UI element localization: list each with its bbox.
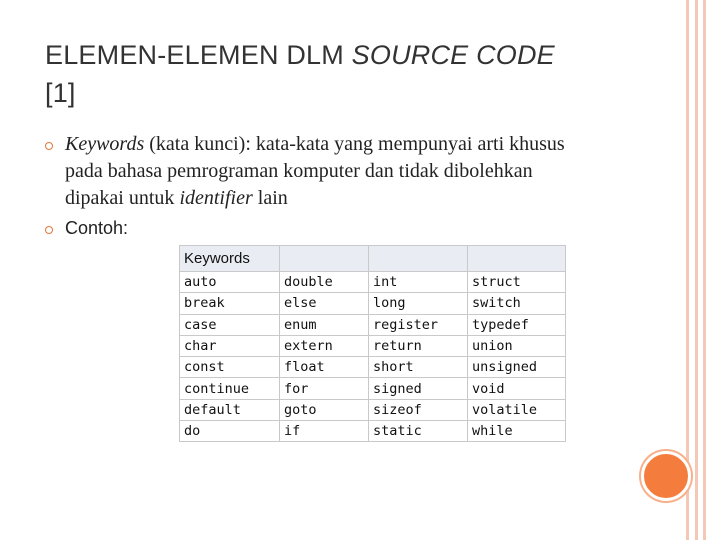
- slide-title: [45, 36, 645, 112]
- bullet-circle-icon: [45, 142, 53, 150]
- table-cell: case: [180, 314, 280, 335]
- table-cell: for: [280, 378, 369, 399]
- table-cell: extern: [280, 335, 369, 356]
- table-cell: register: [369, 314, 468, 335]
- table-cell: default: [180, 399, 280, 420]
- table-cell: float: [280, 357, 369, 378]
- bullet-keywords: [65, 131, 585, 212]
- table-cell: else: [280, 293, 369, 314]
- table-cell: static: [369, 421, 468, 442]
- table-header-row: [180, 246, 566, 272]
- table-cell: while: [468, 421, 566, 442]
- table-cell: return: [369, 335, 468, 356]
- table-cell: goto: [280, 399, 369, 420]
- table-cell: sizeof: [369, 399, 468, 420]
- table-header-empty: [468, 246, 566, 272]
- table-header-empty: [369, 246, 468, 272]
- table-row: [180, 293, 566, 314]
- table-cell: char: [180, 335, 280, 356]
- table-cell: void: [468, 378, 566, 399]
- bullet-text-end: lain: [252, 187, 288, 209]
- decor-circle: [641, 451, 691, 501]
- table-cell: do: [180, 421, 280, 442]
- title-text: ELEMEN-ELEMEN DLM: [45, 40, 352, 70]
- bullet-term-paren: (kata kunci): [144, 133, 246, 155]
- table-row: [180, 357, 566, 378]
- table-row: [180, 378, 566, 399]
- table-cell: if: [280, 421, 369, 442]
- decor-line-1: [686, 0, 689, 540]
- table-cell: union: [468, 335, 566, 356]
- bullet-circle-icon: [45, 226, 53, 234]
- table-cell: volatile: [468, 399, 566, 420]
- title-ref: [1]: [45, 78, 76, 108]
- table-header-empty: [280, 246, 369, 272]
- table-cell: double: [280, 272, 369, 293]
- title-italic: SOURCE CODE: [351, 40, 555, 70]
- table-cell: int: [369, 272, 468, 293]
- bullet-italic-word: identifier: [179, 187, 253, 209]
- table-cell: signed: [369, 378, 468, 399]
- bullet-term: Keywords: [65, 133, 145, 155]
- table-row: [180, 399, 566, 420]
- table-cell: auto: [180, 272, 280, 293]
- table-row: [180, 314, 566, 335]
- table-cell: const: [180, 357, 280, 378]
- table-header: Keywords: [180, 246, 280, 272]
- table-row: [180, 335, 566, 356]
- table-cell: switch: [468, 293, 566, 314]
- decor-line-3: [703, 0, 706, 540]
- table-cell: break: [180, 293, 280, 314]
- table-row: [180, 272, 566, 293]
- decor-line-2: [695, 0, 698, 540]
- table-cell: typedef: [468, 314, 566, 335]
- table-cell: struct: [468, 272, 566, 293]
- bullet-contoh: Contoh:: [65, 218, 129, 238]
- keywords-table: [179, 245, 566, 442]
- table-cell: long: [369, 293, 468, 314]
- bullet-text: : kata-kata yang mempunyai arti khusus pada bahasa pemrograman komputer dan tidak dibolehkan dipakai untuk: [65, 133, 565, 209]
- table-cell: enum: [280, 314, 369, 335]
- table-cell: short: [369, 357, 468, 378]
- table-row: [180, 421, 566, 442]
- table-cell: unsigned: [468, 357, 566, 378]
- table-cell: continue: [180, 378, 280, 399]
